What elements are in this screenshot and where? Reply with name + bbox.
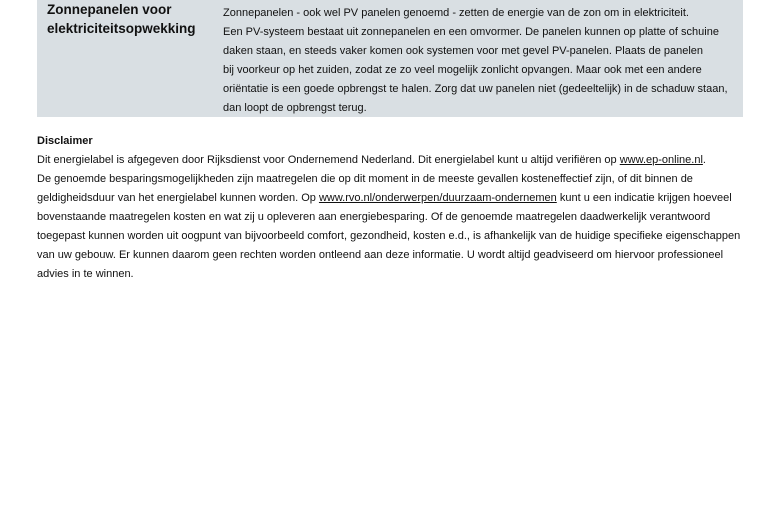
disclaimer-text: . <box>702 154 706 166</box>
measure-title-line: elektriciteitsopwekking <box>47 21 196 36</box>
disclaimer-line: toegepast kunnen worden uit oogpunt van bijvoorbeeld comfort, gezondheid, kosten e.d., is afhankelijk van de huidige specifieke eigenschappen <box>37 230 741 242</box>
disclaimer-line: van uw gebouw. Er kunnen daarom geen rechten worden ontleend aan deze informatie. U wordt altijd geadviseerd om hiervoor professioneel <box>37 249 724 261</box>
measure-text-line: dan loopt de opbrengst terug. <box>223 102 367 114</box>
rvo-link[interactable]: www.rvo.nl/onderwerpen/duurzaam-ondernemen <box>318 192 557 204</box>
measure-text-line: Zonnepanelen - ook wel PV panelen genoemd - zetten de energie van de zon om in elektriciteit. <box>223 7 689 19</box>
measure-title-line: Zonnepanelen voor <box>47 2 172 17</box>
measure-text-line: oriëntatie is een goede opbrengst te halen. Zorg dat uw panelen niet (gedeeltelijk) in de schaduw staan, <box>223 83 728 95</box>
measure-card <box>37 0 743 117</box>
disclaimer-title: Disclaimer <box>37 135 93 147</box>
measure-text-line: daken staan, en steeds vaker komen ook systemen voor met gevel PV-panelen. Plaats de panelen <box>223 45 704 57</box>
disclaimer-line: De genoemde besparingsmogelijkheden zijn maatregelen die op dit moment in de meeste gevallen kosteneffectief zijn, of dit binnen de <box>37 173 693 185</box>
disclaimer-section <box>37 132 757 284</box>
disclaimer-text: geldigheidsduur van het energielabel kunnen worden. Op <box>37 192 319 204</box>
disclaimer-line: bovenstaande maatregelen kosten en wat zij u opleveren aan energiebesparing. Of de genoemde maatregelen daadwerkelijk verantwoord <box>37 211 711 223</box>
disclaimer-line: advies in te winnen. <box>37 268 134 280</box>
measure-title <box>47 0 217 38</box>
disclaimer-text: Dit energielabel is afgegeven door Rijksdienst voor Ondernemend Nederland. Dit energielabel kunt u altijd verifiëren op <box>37 154 620 166</box>
disclaimer-line <box>37 189 757 208</box>
disclaimer-text: kunt u een indicatie krijgen hoeveel <box>556 192 732 204</box>
measure-text-line: Een PV-systeem bestaat uit zonnepanelen en een omvormer. De panelen kunnen op platte of schuine <box>223 26 719 38</box>
ep-online-link[interactable]: www.ep-online.nl <box>619 154 703 166</box>
measure-description <box>223 4 743 118</box>
measure-text-line: bij voorkeur op het zuiden, zodat ze zo veel mogelijk zonlicht opvangen. Maar ook met een andere <box>223 64 702 76</box>
disclaimer-line <box>37 151 757 170</box>
